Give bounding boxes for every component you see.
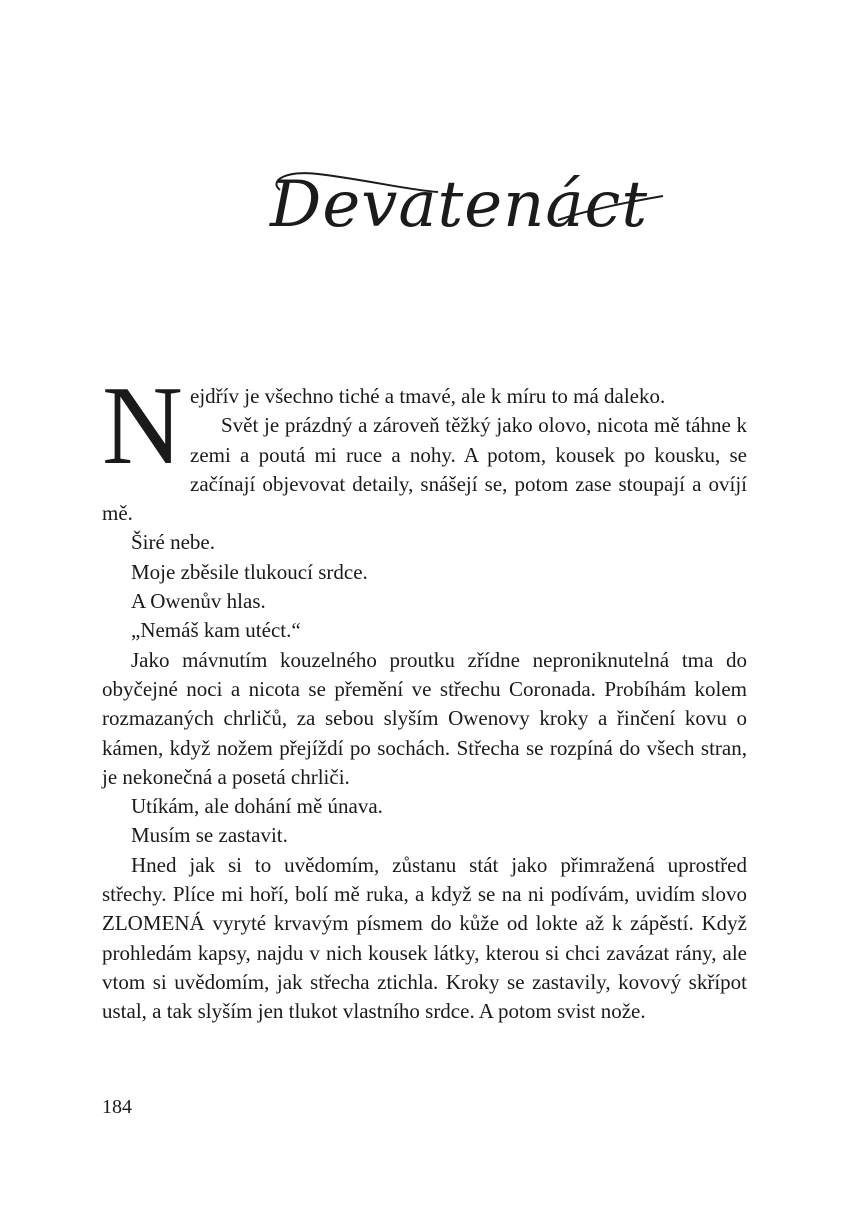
paragraph: Musím se zastavit. — [131, 823, 288, 848]
chapter-title-text: Devatenáct — [270, 168, 649, 242]
chapter-title — [258, 150, 678, 260]
paragraph: Utíkám, ale dohání mě únava. — [131, 794, 383, 819]
drop-cap-letter: N — [102, 364, 183, 488]
paragraph: Moje zběsile tlukoucí srdce. — [131, 559, 368, 584]
paragraph: ejdřív je všechno tiché a tmavé, ale k míru to má daleko. — [190, 384, 666, 408]
paragraph: Hned jak si to uvědomím, zůstanu stát jako přimražená uprostřed střechy. Plíce mi hoří, bolí mě ruka, a když se na ni podívám, uvidím slovo ZLOMENÁ vyryté krvavým písmem do kůže od lokte až k zápěstí. Když prohledám kapsy, najdu v nich kousek látky, kterou si chci zavázat rány, ale vtom si uvědomím, jak střecha ztichla. Kroky se zastavily, kovový skřípot ustal, a tak slyším jen tlukot vlastního srdce. A potom svist nože. — [102, 852, 747, 1024]
chapter-body — [102, 364, 747, 1027]
paragraph: Jako mávnutím kouzelného proutku zřídne neproniknutelná tma do obyčejné noci a nicota se přemění ve střechu Coronada. Probíhám kolem rozmazaných chrličů, za sebou slyším Owenovy kroky a řinčení kovu o kámen, když nožem přejíždí po sochách. Střecha se rozpíná do všech stran, je nekonečná a posetá chrliči. — [102, 647, 747, 789]
page-number: 184 — [102, 1096, 132, 1118]
paragraph: Svět je prázdný a zároveň těžký jako olovo, nicota mě táhne k zemi a poutá mi ruce a nohy. A potom, kousek po kousku, se začínají objevovat detaily, snášejí se, potom zase stoupají a ovíjí mě. — [102, 413, 747, 526]
paragraph: Širé nebe. — [131, 530, 215, 555]
paragraph: „Nemáš kam utéct.“ — [131, 618, 301, 643]
paragraph: A Owenův hlas. — [131, 589, 266, 614]
drop-cap — [102, 364, 188, 488]
